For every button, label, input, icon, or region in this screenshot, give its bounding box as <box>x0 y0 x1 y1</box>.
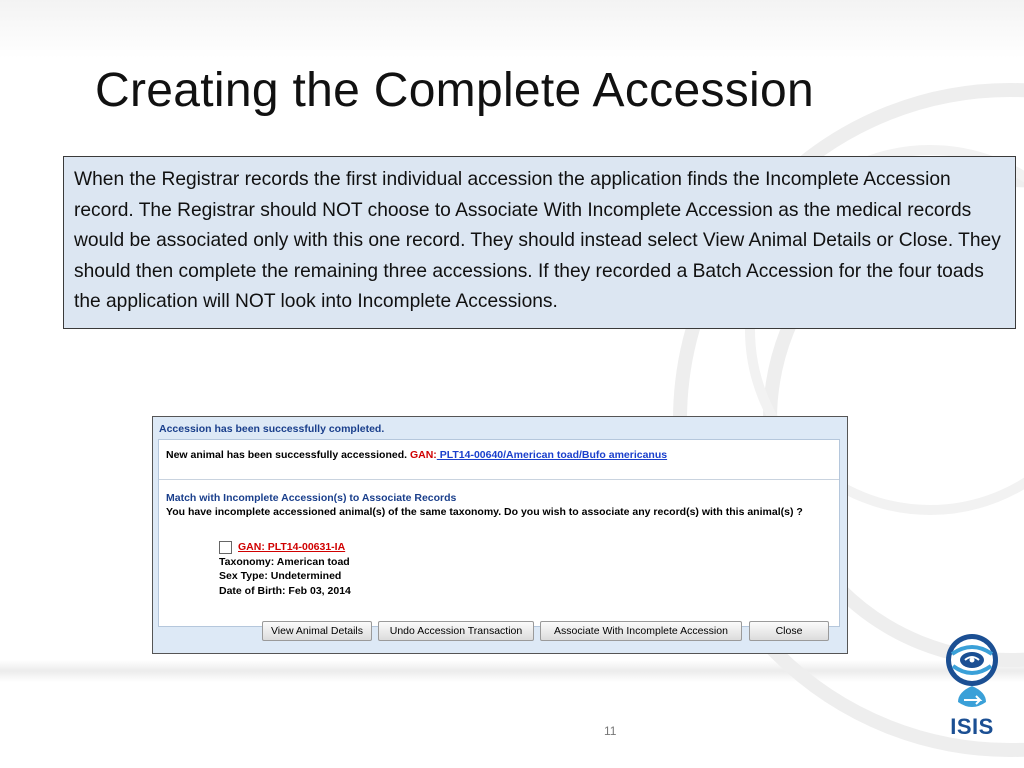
record-select-row <box>219 540 351 555</box>
undo-accession-button[interactable]: Undo Accession Transaction <box>378 621 534 641</box>
incomplete-record <box>219 540 351 598</box>
record-sex-type: Sex Type: Undetermined <box>219 570 342 582</box>
record-gan-link[interactable]: GAN: PLT14-00631-IA <box>238 541 346 553</box>
slide-title: Creating the Complete Accession <box>95 64 815 117</box>
gan-label: GAN: <box>409 449 437 461</box>
panel-divider <box>159 479 839 480</box>
associate-incomplete-button[interactable]: Associate With Incomplete Accession <box>540 621 742 641</box>
dialog-panel <box>158 439 840 627</box>
match-question: You have incomplete accessioned animal(s) of the same taxonomy. Do you wish to associate any record(s) with this animal(s) ? <box>166 506 803 518</box>
success-message: New animal has been successfully accessioned. <box>166 449 408 461</box>
record-checkbox[interactable] <box>219 541 232 554</box>
dialog-title: Accession has been successfully completed. <box>159 423 385 435</box>
isis-logo <box>944 632 1000 742</box>
close-button[interactable]: Close <box>749 621 829 641</box>
record-date-of-birth: Date of Birth: Feb 03, 2014 <box>219 584 351 597</box>
page-number: 11 <box>604 724 617 738</box>
match-section-title: Match with Incomplete Accession(s) to Associate Records <box>166 492 457 504</box>
isis-logo-mark <box>944 632 1000 712</box>
view-animal-details-button[interactable]: View Animal Details <box>262 621 372 641</box>
isis-logo-text: ISIS <box>950 714 994 739</box>
success-message-line <box>166 449 667 461</box>
record-taxonomy: Taxonomy: American toad <box>219 555 350 568</box>
note-box: When the Registrar records the first individual accession the application finds the Incomplete Accession record. The Registrar should NOT choose to Associate With Incomplete Accession as the medical records would be associated only with this one record. They should instead select View Animal Details or Close. They should then complete the remaining three accessions. If they recorded a Batch Accession for the four toads the application will NOT look into Incomplete Accessions. <box>63 156 1016 329</box>
accession-dialog <box>152 416 848 654</box>
new-animal-gan-link[interactable]: PLT14-00640/American toad/Bufo americanus <box>436 449 668 461</box>
